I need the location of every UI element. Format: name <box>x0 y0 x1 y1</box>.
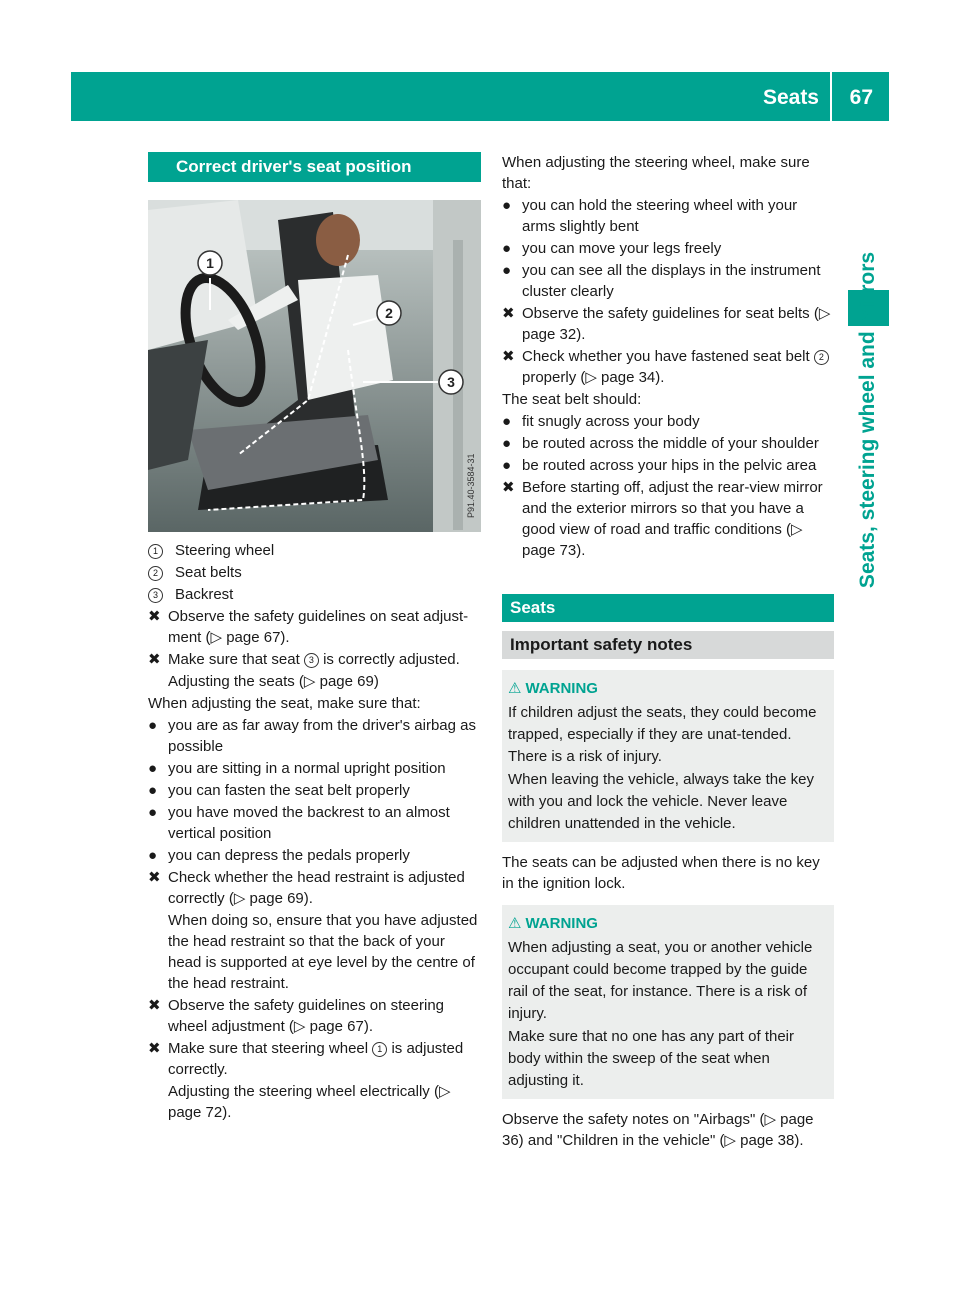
instruction-step: ✖ Observe the safety guidelines for seat belts (▷ page 32). <box>502 305 831 343</box>
figure-code: P91.40-3584-31 <box>466 453 476 518</box>
callout-marker: 2 <box>814 350 829 365</box>
step-arrow-icon: ✖ <box>502 305 515 322</box>
warning-text: When adjusting a seat, you or another vehicle occupant could become trapped by the guide rail of the seat, for instance. There is a risk of injury. <box>508 939 813 1022</box>
section-title-seats: Seats <box>502 594 834 622</box>
callout-marker: 1 <box>372 1042 387 1057</box>
header-divider <box>830 72 832 121</box>
callout-2 <box>377 301 401 325</box>
bullet-item: ● you can see all the displays in the instrument cluster clearly <box>502 262 821 300</box>
header-bar <box>71 72 889 121</box>
paragraph: When adjusting the steering wheel, make sure that: <box>502 154 810 192</box>
callout-marker: 3 <box>304 653 319 668</box>
legend-item: 3 Backrest <box>148 584 482 605</box>
instruction-step: ✖ Make sure that steering wheel 1 is adjusted correctly. <box>148 1040 464 1078</box>
step-arrow-icon: ✖ <box>148 1040 161 1057</box>
warning-heading: ⚠ WARNING <box>508 678 828 700</box>
side-chapter-label: Seats, steering wheel and mirrors <box>856 251 879 589</box>
paragraph: When adjusting the seat, make sure that: <box>148 695 421 712</box>
section-title-bar: Correct driver's seat position <box>148 152 481 182</box>
bullet-item: ● you are as far away from the driver's airbag as possible <box>148 717 476 755</box>
warning-box <box>502 670 834 842</box>
instruction-step: ✖ Check whether the head restraint is adjusted correctly (▷ page 69). <box>148 869 465 907</box>
page-number: 67 <box>849 86 873 109</box>
bullet-item: ● you can hold the steering wheel with your arms slightly bent <box>502 197 798 235</box>
warning-text: If children adjust the seats, they could become trapped, especially if they are unat-tended. There is a risk of injury. <box>508 704 817 765</box>
step-arrow-icon: ✖ <box>148 997 161 1014</box>
warning-triangle-icon: ⚠ <box>508 915 522 932</box>
svg-text:1: 1 <box>206 255 214 271</box>
warning-triangle-icon: ⚠ <box>508 680 522 697</box>
instruction-step: ✖ Observe the safety guidelines on steering wheel adjustment (▷ page 67). <box>148 997 444 1035</box>
instruction-step: ✖ Make sure that seat 3 is correctly adjusted. <box>148 651 460 668</box>
callout-1 <box>198 251 222 275</box>
callout-3 <box>439 370 463 394</box>
subsection-title: Important safety notes <box>502 631 834 659</box>
bullet-item: ● you are sitting in a normal upright position <box>148 760 446 777</box>
instruction-step: ✖ Check whether you have fastened seat belt 2 properly (▷ page 34). <box>502 346 834 388</box>
step-arrow-icon: ✖ <box>148 651 161 668</box>
bullet-item: ● you can move your legs freely <box>502 240 722 257</box>
paragraph: The seats can be adjusted when there is no key in the ignition lock. <box>502 854 820 892</box>
step-arrow-icon: ✖ <box>502 479 515 496</box>
warning-box <box>502 905 834 1099</box>
bullet-item: ● be routed across your hips in the pelvic area <box>502 457 817 474</box>
paragraph: Observe the safety notes on "Airbags" (▷ page 36) and "Children in the vehicle" (▷ page 38). <box>502 1111 814 1149</box>
step-subtext: Adjusting the seats (▷ page 69) <box>168 673 379 690</box>
warning-text: Make sure that no one has any part of their body within the sweep of the seat when adjusting it. <box>508 1028 795 1089</box>
step-subtext: Adjusting the steering wheel electrically (▷ page 72). <box>168 1083 451 1121</box>
warning-text: When leaving the vehicle, always take the key with you and lock the vehicle. Never leave children unattended in the vehicle. <box>508 771 814 832</box>
instruction-step: ✖ Before starting off, adjust the rear-view mirror and the exterior mirrors so that you have a good view of road and traffic conditions (▷ page 73). <box>502 479 823 559</box>
bullet-item: ● you can depress the pedals properly <box>148 847 410 864</box>
step-arrow-icon: ✖ <box>148 869 161 886</box>
warning-heading: ⚠ WARNING <box>508 913 828 935</box>
callout-marker: 2 <box>148 566 163 581</box>
left-column <box>148 540 482 1124</box>
svg-text:2: 2 <box>385 305 393 321</box>
header-title: Seats <box>762 86 819 109</box>
step-arrow-icon: ✖ <box>148 608 161 625</box>
callout-marker: 3 <box>148 588 163 603</box>
bullet-item: ● you have moved the backrest to an almost vertical position <box>148 804 450 842</box>
driver-head <box>316 214 360 266</box>
paragraph: The seat belt should: <box>502 391 642 408</box>
step-subtext: When doing so, ensure that you have adjusted the head restraint so that the back of your head is supported at eye level by the centre of the head restraint. <box>168 912 478 992</box>
instruction-step: ✖ Observe the safety guidelines on seat adjust-ment (▷ page 67). <box>148 608 469 646</box>
bullet-item: ● be routed across the middle of your shoulder <box>502 435 819 452</box>
step-arrow-icon: ✖ <box>502 348 515 365</box>
driver-seat-illustration <box>148 200 481 532</box>
svg-text:3: 3 <box>447 374 455 390</box>
legend-item: 1 Steering wheel <box>148 540 482 561</box>
legend-item: 2 Seat belts <box>148 562 482 583</box>
driver-seat-photo <box>148 200 481 532</box>
callout-marker: 1 <box>148 544 163 559</box>
bullet-item: ● you can fasten the seat belt properly <box>148 782 410 799</box>
right-column <box>502 152 834 1152</box>
bullet-item: ● fit snugly across your body <box>502 413 700 430</box>
